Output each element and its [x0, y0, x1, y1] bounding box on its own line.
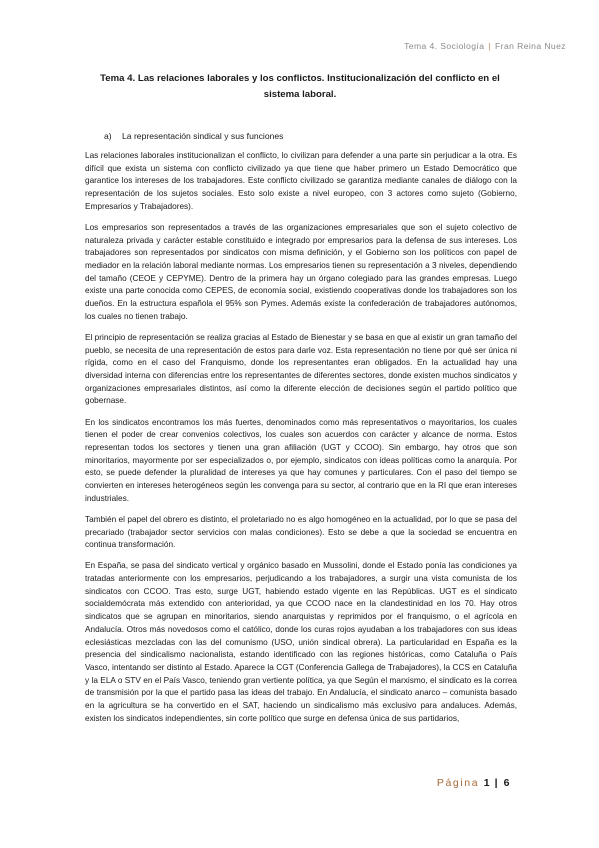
header-subject: Tema 4. Sociología [404, 41, 485, 51]
page-separator: | [494, 777, 500, 789]
header-author: Fran Reina Nuez [495, 41, 566, 51]
page-total: 6 [503, 777, 510, 789]
header-separator: | [488, 41, 492, 51]
paragraph: En España, se pasa del sindicato vertical y orgánico basado en Mussolini, donde el Estado ponía las condiciones ya tratadas anteriormente con los empresarios, perjudicando a los trabajadores, a surgir una vista comunista de los sindicatos con CCOO. Tras esto, surge UGT, habiendo estado vigente en las Repúblicas. UGT es el sindicato socialdemócrata más extendido con anterioridad, ya que CCOO nace en la clandestinidad en los 70. Hay otros sindicatos que se agrupan en minoritarios, siendo anarquistas y reprimidos por el franquismo, o el agrícola en Andalucía. Otros más novedosos como el católico, donde los curas rojos ayudaban a los trabajadores con sus ideas eclesiásticas mezcladas con las del comunismo (USO, unión sindical obrera). La particularidad en España es la presencia del sindicalismo nacionalista, estando identificado con las regiones históricas, como Cataluña o País Vasco, intentando ser distinto al Estado. Aparece la CGT (Conferencia Gallega de Trabajadores), la CCS en Cataluña y la ELA o STV en el País Vasco, teniendo gran vertiente política, ya que Según el marxismo, el sindicato es la correa de transmisión por la que el partido pasa las ideas del trabajo. En Andalucía, el sindicato anarco – comunista basado en la agricultura se ha convertido en el SAT, haciendo un sindicalismo más exclusivo para andaluces. Además, existen los sindicatos independientes, sin corte político que surge en defensa única de sus partidarios, [85, 561, 517, 723]
paragraph: En los sindicatos encontramos los más fuertes, denominados como más representativos o mayoritarios, los cuales tienen el poder de crear convenios colectivos, los cuales son acuerdos con carácter y alcance de norma. Estos representan todos los sectores y tienen una gran afiliación (UGT y CCOO). Sin embargo, hay otros que son minoritarios, mayormente por ser especializados o, por ejemplo, sindicatos con ideas políticas como la anarquía. Por esto, se puede defender la pluralidad de intereses ya que hay comunes y particulares. Con el paso del tiempo se convierten en intereses heterogéneos según les convenga para su sector, al contrario que en la RI que eran intereses industriales. [85, 417, 517, 503]
paragraph: Las relaciones laborales institucionalizan el conflicto, lo civilizan para defender a una parte sin perjudicar a la otra. Es difícil que exista un sistema con conflicto civilizado ya que tiene que haber primero un Estado Democrático que garantice los intereses de los trabajadores. Este conflicto civilizado se garantiza mediante canales de diálogo con la representación de los sujetos sociales. Esto solo existe a nivel europeo, con 3 actores como sujeto (Gobierno, Empresarios y Trabajadores). [85, 151, 517, 211]
page-footer [437, 777, 510, 789]
section-title: La representación sindical y sus funciones [122, 131, 284, 141]
page-label: Página [436, 777, 480, 789]
paragraph: El principio de representación se realiza gracias al Estado de Bienestar y se basa en que al existir un gran tamaño del pueblo, se necesita de una representación de estos para darle voz. Esta representación no tiene por qué ser única ni rígida, como en el caso del Franquismo, donde los representantes eran obligados. En la actualidad hay una diversidad interna con diferencias entre los representantes de diferentes sectores, donde existen muchos sindicatos y organizaciones empresariales distintos, así como la diferente elección de decisiones según el partido político que gobernase. [85, 332, 517, 406]
paragraph: También el papel del obrero es distinto, el proletariado no es algo homogéneo en la actualidad, por lo que se pasa del precariado (trabajador sector servicios con malas condiciones). Esto se debe a que la sociedad se encuentra en continua transformación. [85, 514, 517, 550]
page-header [404, 41, 566, 51]
document-title: Tema 4. Las relaciones laborales y los conflictos. Institucionalización del conflicto en el sistema laboral. [100, 73, 500, 100]
page-number: 1 [483, 777, 491, 789]
section-letter: a) [104, 131, 112, 141]
paragraph: Los empresarios son representados a través de las organizaciones empresariales que son el sujeto colectivo de naturaleza privada y carácter estable constituido e integrado por empresarios para la defensa de sus intereses. Los trabajadores son representados por sindicatos con misma definición, y el Gobierno son los políticos con papel de mediador en la relación laboral mediante normas. Los empresarios tienen su representación a 3 niveles, dependiendo del tamaño (CEOE y CEPYME). Dentro de la primera hay un órgano colegiado para las grandes empresas. Luego existe una parte conocida como CEPES, de economía social, existiendo cooperativas donde los trabajadores son los dueños. En la estructura española el 95% son Pymes. Además existe la confederación de trabajadores autónomos, los cuales no tienen trabajo. [85, 222, 517, 321]
document-body [85, 150, 517, 734]
section-heading [104, 131, 283, 141]
